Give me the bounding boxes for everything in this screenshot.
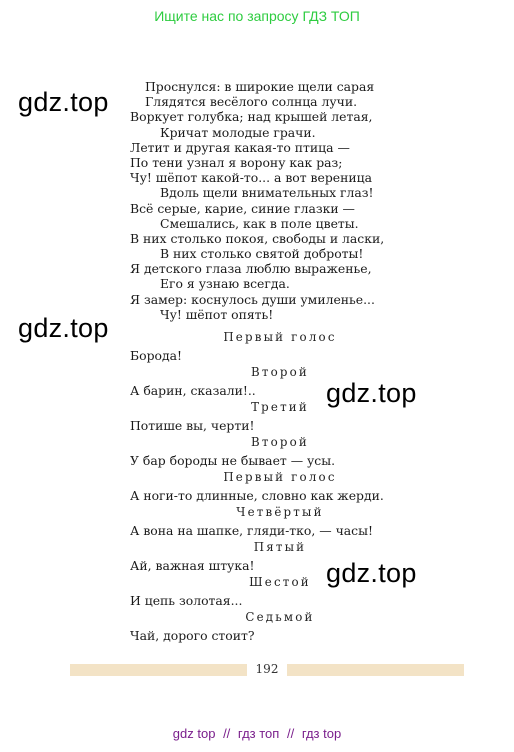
poem-line: Чу! шёпот какой-то... а вот вереница <box>130 170 372 186</box>
poem-line: Глядятся весёлого солнца лучи. <box>145 94 358 110</box>
speaker-name: Первый голос <box>223 330 337 344</box>
poem-stanza <box>130 79 430 322</box>
speaker-name: Четвёртый <box>236 505 324 519</box>
speaker-line: И цепь золотая... <box>130 592 243 608</box>
speaker-line: У бар бороды не бывает — усы. <box>130 452 336 468</box>
speaker-name: Третий <box>251 400 309 414</box>
speaker-name: Седьмой <box>245 610 315 624</box>
link-separator: // <box>223 726 231 741</box>
speaker-line: Потише вы, черти! <box>130 417 255 433</box>
link-separator: // <box>286 726 295 741</box>
footer-divider-right <box>287 664 464 676</box>
dialogue-section <box>130 329 430 644</box>
poem-line: Чу! шёпот опять! <box>160 306 274 322</box>
speaker-line: Чай, дорого стоит? <box>130 627 255 643</box>
speaker-line: А барин, сказали!.. <box>130 382 256 398</box>
poem-line: Кричат молодые грачи. <box>160 124 316 140</box>
speaker-line: А вона на шапке, гляди-тко, — часы! <box>130 522 373 538</box>
poem-line: Его я узнаю всегда. <box>160 276 290 292</box>
poem-line: По тени узнал я ворону как раз; <box>130 154 343 170</box>
poem-line: В них столько покоя, свободы и ласки, <box>130 230 385 246</box>
speaker-name: Первый голос <box>223 470 337 484</box>
bottom-links <box>0 726 514 741</box>
speaker-line: Борода! <box>130 347 182 363</box>
header-search-link[interactable]: Ищите нас по запросу ГДЗ ТОП <box>154 8 360 24</box>
poem-line: Я замер: коснулось души умиленье... <box>130 291 375 307</box>
page-number: 192 <box>255 662 279 676</box>
poem-line: Вдоль щели внимательных глаз! <box>160 185 374 201</box>
bottom-link-gdz-top[interactable]: gdz top <box>172 726 216 741</box>
speaker-name: Шестой <box>249 575 311 589</box>
watermark: gdz.top <box>18 87 109 117</box>
speaker-name: Второй <box>250 365 309 379</box>
watermark: gdz.top <box>326 558 417 588</box>
watermark: gdz.top <box>326 378 417 408</box>
poem-line: Летит и другая какая-то птица — <box>130 139 350 155</box>
bottom-link-gdz-top-ru[interactable]: гдз топ <box>237 726 280 741</box>
watermark: gdz.top <box>18 313 109 343</box>
poem-line: Проснулся: в широкие щели сарая <box>145 79 375 94</box>
poem-line: В них столько святой доброты! <box>160 246 364 262</box>
speaker-name: Пятый <box>253 540 307 554</box>
speaker-line: Ай, важная штука! <box>130 557 255 573</box>
poem-line: Всё серые, карие, синие глазки — <box>130 200 355 216</box>
poem-line: Смешались, как в поле цветы. <box>160 215 359 231</box>
poem-line: Воркует голубка; над крышей летая, <box>130 109 373 125</box>
speaker-name: Второй <box>250 435 309 449</box>
poem-line: Я детского глаза люблю выраженье, <box>130 261 372 277</box>
speaker-line: А ноги-то длинные, словно как жерди. <box>130 487 384 503</box>
footer-divider-left <box>70 664 247 676</box>
bottom-link-gdz-top-mixed[interactable]: гдз top <box>301 726 342 741</box>
